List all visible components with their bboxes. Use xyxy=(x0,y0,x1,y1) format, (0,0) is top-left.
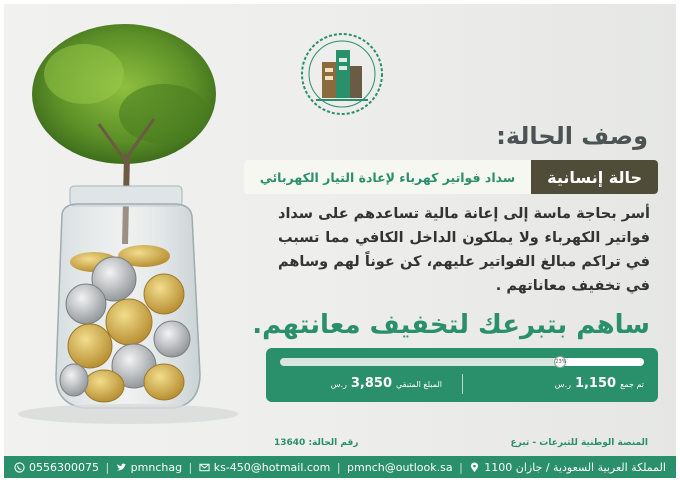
phone-number: 0556300075 xyxy=(29,460,99,474)
twitter-handle: pmnchag xyxy=(130,460,183,474)
remaining-unit: ر.س xyxy=(330,380,347,389)
outlook-contact[interactable] xyxy=(347,461,453,474)
contact-footer xyxy=(4,456,676,478)
footer-separator: | xyxy=(459,460,463,474)
address-text: المملكة العربية السعودية / جازان 1100 xyxy=(484,460,666,474)
collected-label: تم جمع xyxy=(620,380,644,389)
progress-track xyxy=(280,358,644,366)
hotmail-contact[interactable] xyxy=(199,461,331,474)
whatsapp-icon xyxy=(14,462,25,473)
remaining-value: 3,850 xyxy=(350,376,393,391)
twitter-icon xyxy=(116,462,127,473)
footer-separator: | xyxy=(336,460,341,474)
platform-name: المنصة الوطنية للتبرعات - تبرع xyxy=(510,438,648,448)
twitter-contact[interactable] xyxy=(116,461,182,474)
collected-amount xyxy=(555,376,644,391)
collected-value: 1,150 xyxy=(574,376,617,391)
outlook-address: pmnch@outlook.sa xyxy=(347,460,453,474)
phone-contact[interactable] xyxy=(14,461,99,474)
hotmail-address: ks-450@hotmail.com xyxy=(213,460,331,474)
case-card xyxy=(4,4,676,478)
donate-call-to-action: ساهم بتبرعك لتخفيف معانتهم. xyxy=(252,310,650,340)
footer-separator: | xyxy=(105,460,110,474)
donation-progress-box xyxy=(266,348,658,402)
mail-icon xyxy=(199,462,210,473)
address-contact xyxy=(469,461,666,474)
jar-tree-illustration xyxy=(4,4,294,434)
case-number: رقم الحالة: 13640 xyxy=(274,438,359,448)
progress-marker: 23% xyxy=(554,356,566,368)
progress-fill xyxy=(560,358,644,366)
footer-separator: | xyxy=(188,460,193,474)
logo-emblem xyxy=(294,26,390,122)
collected-unit: ر.س xyxy=(554,380,571,389)
remaining-amount xyxy=(331,376,442,391)
case-title: سداد فواتير كهرباء لإعادة التيار الكهربائي xyxy=(244,160,531,194)
case-tag xyxy=(244,160,658,194)
case-description: أسر بحاجة ماسة إلى إعانة مالية تساعدهم على سداد فواتير الكهرباء ولا يملكون الداخل الكافي مما تسبب في تراكم مبالغ الفواتير عليهم، كن عوناً لهم وساهم في تخفيف معاناتهم . xyxy=(278,206,650,294)
stat-divider xyxy=(462,374,463,394)
remaining-label: المبلغ المتبقي xyxy=(396,380,442,389)
case-type-badge: حالة إنسانية xyxy=(531,160,658,194)
location-icon xyxy=(469,462,480,473)
case-heading: وصف الحالة: xyxy=(496,122,648,150)
